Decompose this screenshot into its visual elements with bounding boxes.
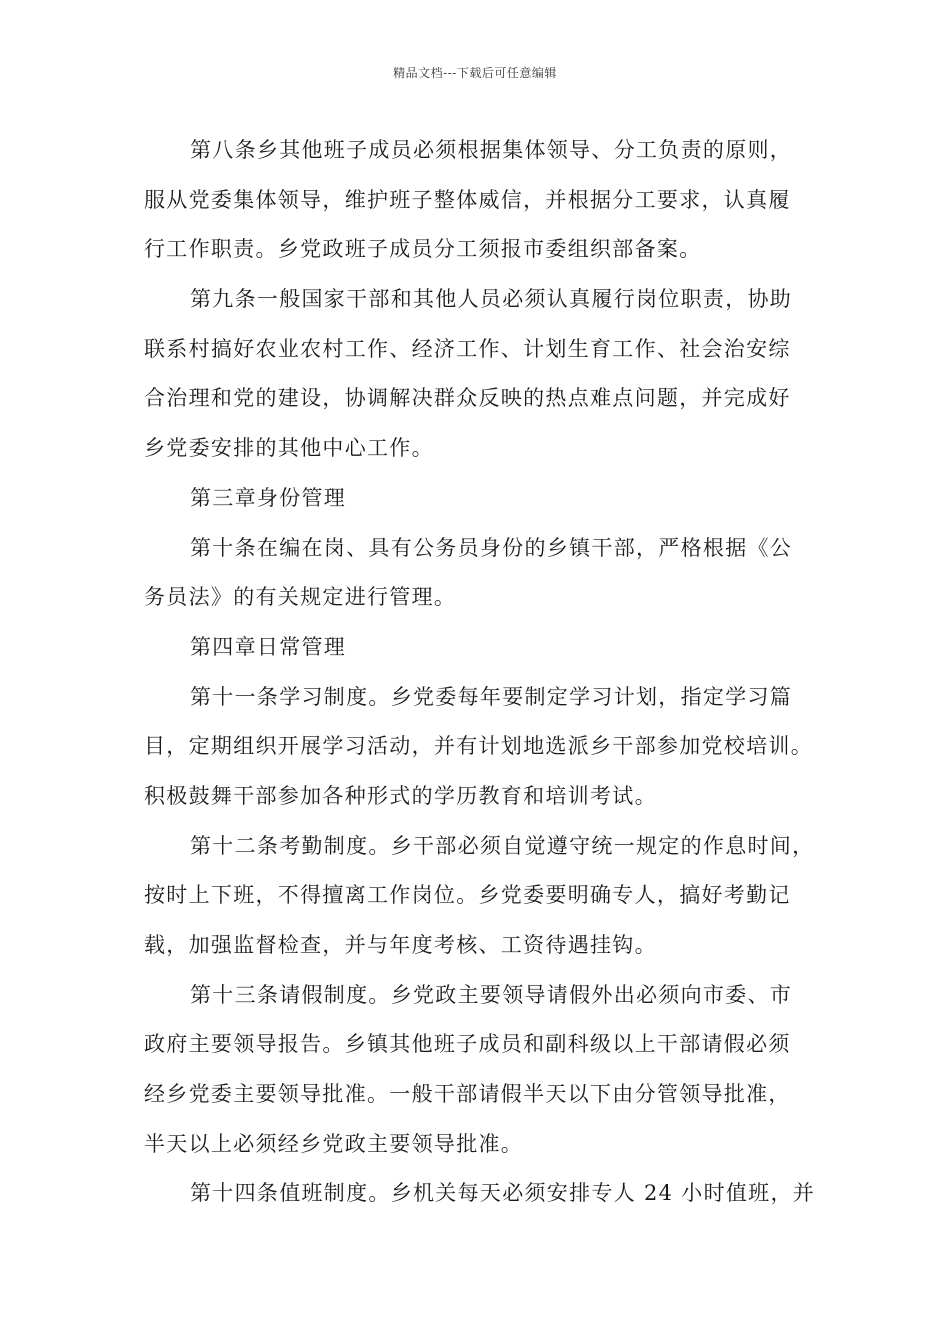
text-line: 行工作职责。乡党政班子成员分工须报市委组织部备案。 [144, 237, 702, 262]
text-line: 经乡党委主要领导批准。一般干部请假半天以下由分管领导批准， [144, 1082, 791, 1107]
text-line: 载，加强监督检查，并与年度考核、工资待遇挂钩。 [144, 933, 657, 957]
text-line: 第十条在编在岗、具有公务员身份的乡镇干部，严格根据《公 [190, 535, 793, 560]
chapter-heading: 第四章日常管理 [190, 634, 347, 659]
text-line: 按时上下班，不得擅离工作岗位。乡党委要明确专人，搞好考勤记 [144, 883, 791, 908]
text-line: 政府主要领导报告。乡镇其他班子成员和副科级以上干部请假必须 [144, 1032, 791, 1057]
text-line: 务员法》的有关规定进行管理。 [144, 585, 457, 610]
text-line: 第十二条考勤制度。乡干部必须自觉遵守统一规定的作息时间， [190, 833, 815, 858]
text-line: 联系村搞好农业农村工作、经济工作、计划生育工作、社会治安综 [144, 336, 791, 361]
text-line: 半天以上必须经乡党政主要领导批准。 [144, 1131, 524, 1156]
document-body [144, 126, 816, 1219]
text-line: 目，定期组织开展学习活动，并有计划地选派乡干部参加党校培训。 [144, 734, 813, 759]
text-line: 第十一条学习制度。乡党委每年要制定学习计划，指定学习篇 [190, 684, 793, 709]
text-line: 第十四条值班制度。乡机关每天必须安排专人 24 小时值班，并 [190, 1181, 816, 1206]
chapter-heading: 第三章身份管理 [190, 485, 347, 510]
text-line: 第十三条请假制度。乡党政主要领导请假外出必须向市委、市 [190, 982, 793, 1007]
text-line: 第九条一般国家干部和其他人员必须认真履行岗位职责，协助 [190, 287, 793, 312]
page-header: 精品文档---下载后可任意编辑 [393, 66, 557, 80]
text-line: 服从党委集体领导，维护班子整体威信，并根据分工要求，认真履 [144, 187, 791, 212]
text-line: 第八条乡其他班子成员必须根据集体领导、分工负责的原则， [190, 138, 793, 162]
text-line: 乡党委安排的其他中心工作。 [144, 436, 434, 461]
text-line: 积极鼓舞干部参加各种形式的学历教育和培训考试。 [144, 783, 657, 808]
text-line: 合治理和党的建设，协调解决群众反映的热点难点问题，并完成好 [144, 386, 791, 411]
